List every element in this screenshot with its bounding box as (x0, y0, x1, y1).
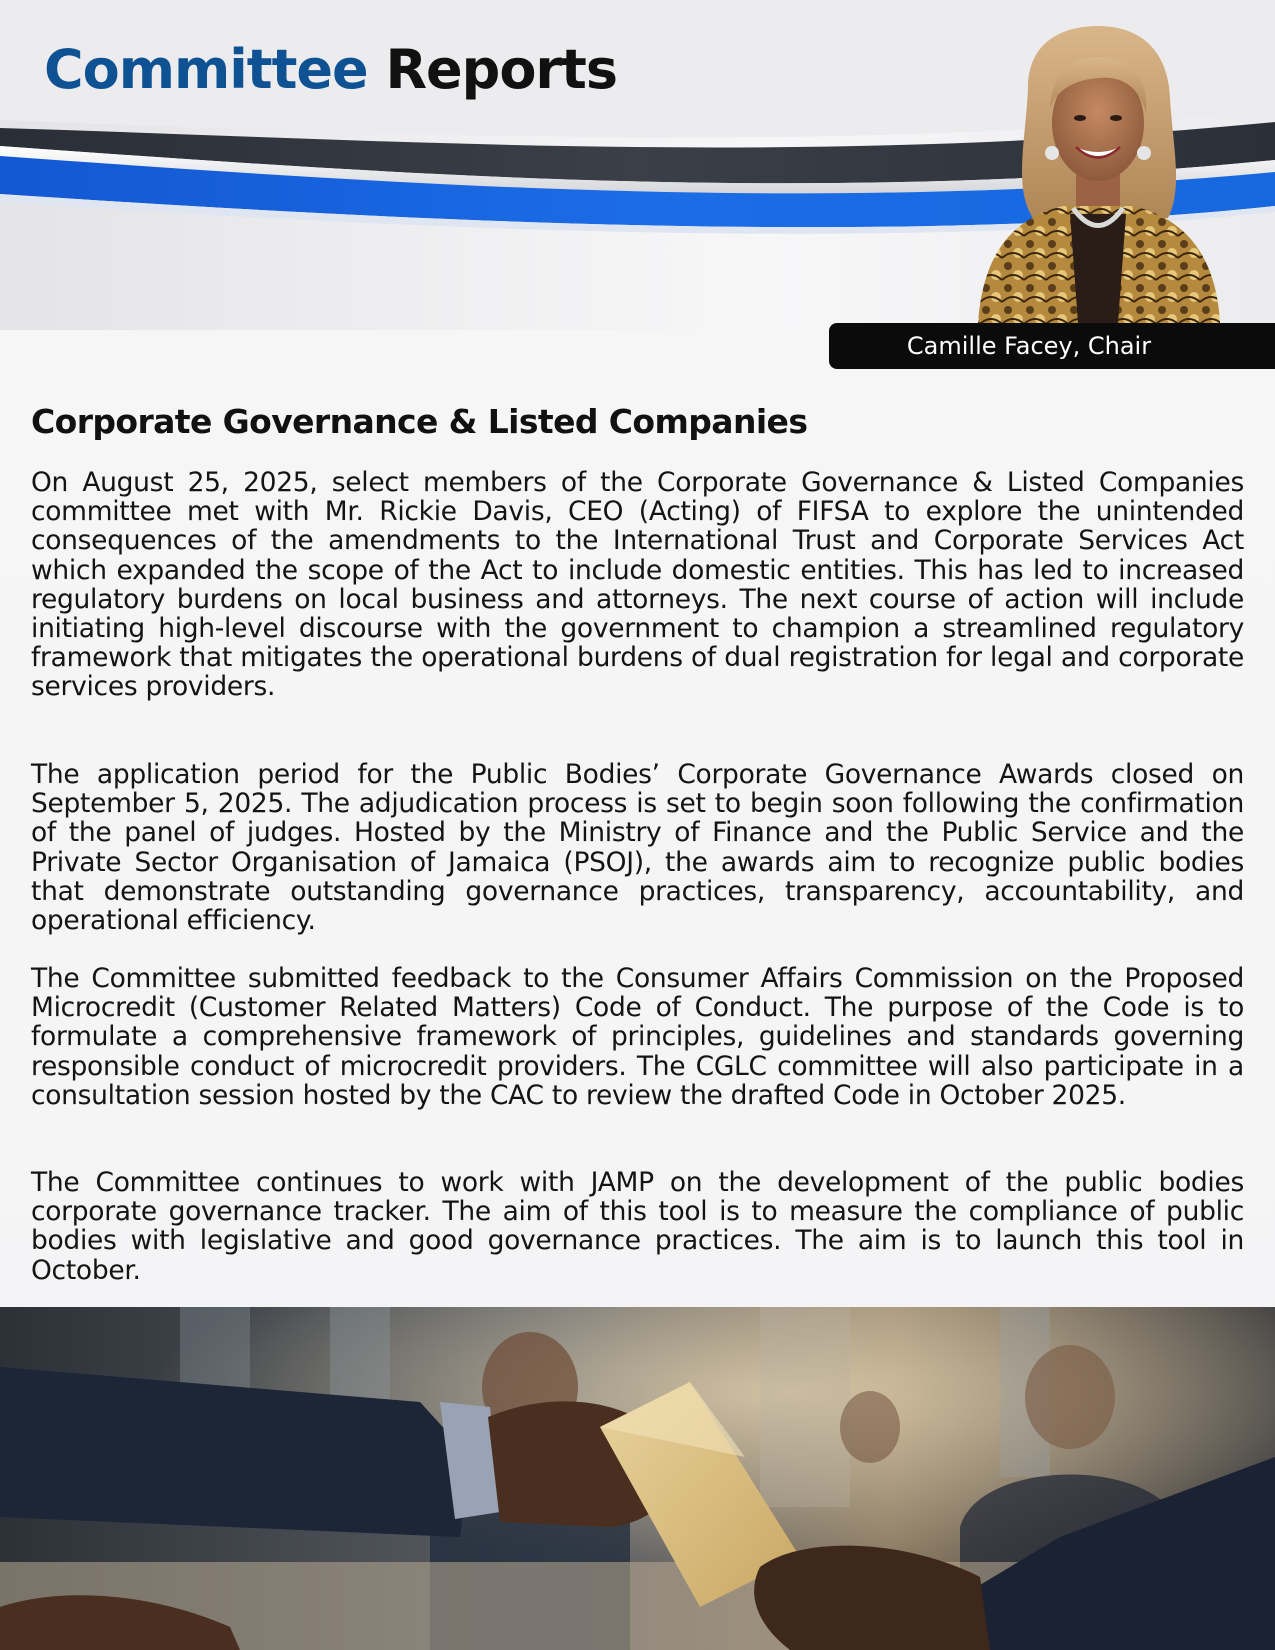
chair-portrait-photo (958, 18, 1236, 323)
section-heading: Corporate Governance & Listed Companies (31, 402, 808, 441)
page-title-accent-word: Committee (44, 38, 368, 101)
business-meeting-photo (0, 1307, 1275, 1650)
body-paragraph: On August 25, 2025, select members of the Corporate Governance & Listed Companies committee met with Mr. Rickie Davis, CEO (Acting) of FIFSA to explore the unintended consequences of the amendments to the International Trust and Corporate Services Act which expanded the scope of the Act to include domestic entities. This has led to increased regulatory burdens on local business and attorneys. The next course of action will include initiating high-level discourse with the government to champion a streamlined regulatory framework that mitigates the operational burdens of dual registration for legal and corporate services providers. (31, 467, 1244, 703)
chair-caption: Camille Facey, Chair (906, 332, 1152, 360)
body-paragraph: The Committee submitted feedback to the Consumer Affairs Commission on the Proposed Microcredit (Customer Related Matters) Code of Conduct. The purpose of the Code is to formulate a comprehensive framework of principles, guidelines and standards governing responsible conduct of microcredit providers. The CGLC committee will also participate in a consultation session hosted by the CAC to review the drafted Code in October 2025. (31, 963, 1244, 1111)
page-title (44, 38, 617, 102)
body-paragraph: The Committee continues to work with JAMP on the development of the public bodies corporate governance tracker. The aim of this tool is to measure the compliance of public bodies with legislative and good governance practices. The aim is to launch this tool in October. (31, 1167, 1244, 1286)
chair-caption-bar (829, 323, 1275, 369)
page-title-dark-word: Reports (385, 38, 618, 101)
body-paragraph: The application period for the Public Bodies’ Corporate Governance Awards closed on September 5, 2025. The adjudication process is set to begin soon following the confirmation of the panel of judges. Hosted by the Ministry of Finance and the Public Service and the Private Sector Organisation of Jamaica (PSOJ), the awards aim to recognize public bodies that demonstrate outstanding governance practices, transparency, accountability, and operational efficiency. (31, 759, 1244, 937)
